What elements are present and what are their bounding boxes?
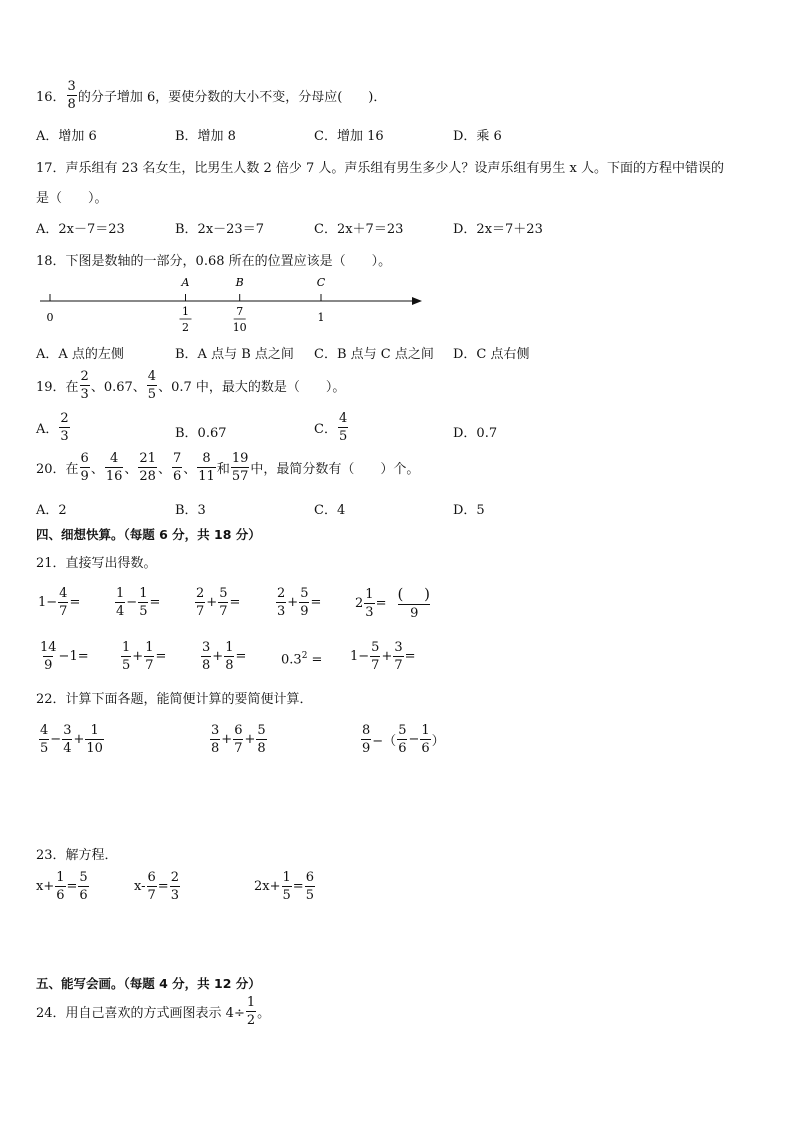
option-d[interactable]: D．乘 6 <box>453 129 502 144</box>
fraction: $\frac{6}{9}$ <box>80 451 89 484</box>
question-23: 23．解方程． <box>36 848 118 863</box>
question-24: 24．用自己喜欢的方式画图表示 4÷ $\frac{1}{2}$ 。 <box>36 995 271 1028</box>
question-text: 中，最简分数有（ ）个。 <box>250 462 420 477</box>
tick-label: 1 <box>317 311 325 324</box>
expression: 1− $\frac{5}{7}$ + $\frac{3}{7}$ = <box>350 640 416 673</box>
option-d[interactable]: D．C 点右侧 <box>453 347 530 362</box>
section-heading: 五、能写会画。（每题 4 分，共 12 分） <box>36 976 261 991</box>
option-a[interactable]: A．增加 6 <box>36 129 97 144</box>
tick-label: 10 <box>232 321 247 334</box>
equation: x- $\frac{6}{7}$ = $\frac{2}{3}$ <box>134 870 179 903</box>
option-b[interactable]: B．0.67 <box>175 426 227 441</box>
question-text: 19．在 <box>36 380 79 395</box>
question-17-line2: 是（ ）。 <box>36 191 108 206</box>
option-d[interactable]: D．5 <box>453 503 485 518</box>
tick-label: 7 <box>236 305 244 318</box>
expression: $\frac{4}{5}$ − $\frac{3}{4}$ + $\frac{1}{10}$ <box>40 723 103 756</box>
fraction: $\frac{7}{6}$ <box>172 451 182 484</box>
question-text: 24．用自己喜欢的方式画图表示 4÷ <box>36 1006 245 1021</box>
option-b[interactable]: B．增加 8 <box>175 129 236 144</box>
expression: $0.3^2$ = <box>281 651 323 668</box>
option-d[interactable]: D．2x＝7＋23 <box>453 222 543 237</box>
tick-label: 0 <box>46 311 54 324</box>
fraction: $\frac{4}{16}$ <box>105 451 123 484</box>
fraction: $\frac{8}{11}$ <box>198 451 215 484</box>
expression: $\frac{1}{5}$ + $\frac{1}{7}$ = <box>122 640 167 673</box>
point-label: A <box>181 276 190 289</box>
equation: 2x+ $\frac{1}{5}$ = $\frac{6}{5}$ <box>254 870 314 903</box>
expression: $\frac{2}{7}$ + $\frac{5}{7}$ = <box>196 586 241 619</box>
fraction: $\frac{19}{57}$ <box>231 451 249 484</box>
answer-blank[interactable]: ( ) <box>397 585 438 603</box>
expression: $\frac{1}{4}$ − $\frac{1}{5}$ = <box>116 586 161 619</box>
option-a[interactable]: A． $\frac{2}{3}$ <box>36 411 69 444</box>
option-a[interactable]: A．2x－7＝23 <box>36 222 125 237</box>
equation: x+ $\frac{1}{6}$ = $\frac{5}{6}$ <box>36 870 88 903</box>
option-c[interactable]: C．增加 16 <box>314 129 384 144</box>
question-17-line1: 17．声乐组有 23 名女生，比男生人数 2 倍少 7 人。声乐组有男生多少人？设声乐组有男生 x 人。下面的方程中错误的 <box>36 161 725 176</box>
fraction: $\frac{4}{5}$ <box>147 369 157 402</box>
fraction: $\frac{21}{28}$ <box>139 451 156 484</box>
option-c[interactable]: C． $\frac{4}{5}$ <box>314 411 348 444</box>
fraction: $\frac{1}{2}$ <box>246 995 256 1028</box>
expression: $\frac{3}{8}$ + $\frac{1}{8}$ = <box>202 640 247 673</box>
expression: $\frac{2}{3}$ + $\frac{5}{9}$ = <box>277 586 322 619</box>
option-a[interactable]: A．2 <box>36 503 67 518</box>
expression: $\frac{8}{9}$ −（ $\frac{5}{6}$ − $\frac{1}{6}$ ） <box>362 723 445 756</box>
option-b[interactable]: B．A 点与 B 点之间 <box>175 347 294 362</box>
question-text: 、0.67、 <box>90 380 146 395</box>
option-c[interactable]: C．2x＋7＝23 <box>314 222 404 237</box>
tick-label: 1 <box>182 305 189 318</box>
option-a[interactable]: A．A 点的左侧 <box>36 347 124 362</box>
expression: 1− $\frac{4}{7}$ = <box>38 586 81 619</box>
option-b[interactable]: B．3 <box>175 503 206 518</box>
option-b[interactable]: B．2x－23＝7 <box>175 222 264 237</box>
question-20: 20．在 $\frac{6}{9}$ 、 $\frac{4}{16}$ 、 $\frac{21}{28}$ 、 $\frac{7}{6}$ 、 $\frac{8}{11}$ 和 $\frac{19}{57}$ 中，最简分数有（ ）个。 <box>36 451 420 484</box>
fraction: $\frac{3}{8}$ <box>67 79 76 112</box>
question-21: 21．直接写出得数。 <box>36 556 157 571</box>
fraction: $\frac{4}{5}$ <box>338 411 348 444</box>
expression: $\frac{3}{8}$ + $\frac{6}{7}$ + $\frac{5}{8}$ <box>211 723 266 756</box>
question-text: 、0.7 中，最大的数是（ ）。 <box>158 380 346 395</box>
tick-label: 2 <box>182 321 189 334</box>
expression: 2 $\frac{1}{3}$ = $\frac{( )}{9}$ <box>355 585 438 621</box>
number-line-arrow <box>412 297 422 305</box>
option-d[interactable]: D．0.7 <box>453 426 498 441</box>
point-label: B <box>235 276 244 289</box>
question-text: 的分子增加 6，要使分数的大小不变，分母应( )． <box>77 90 387 105</box>
question-19 <box>36 370 345 401</box>
point-label: C <box>316 276 326 289</box>
option-c[interactable]: C．4 <box>314 503 346 518</box>
question-number: 16． <box>36 90 66 105</box>
section-heading: 四、细想快算。（每题 6 分，共 18 分） <box>36 527 261 542</box>
question-18: 18．下图是数轴的一部分，0.68 所在的位置应该是（ ）。 <box>36 254 392 269</box>
option-c[interactable]: C．B 点与 C 点之间 <box>314 347 434 362</box>
question-16 <box>36 80 386 111</box>
fraction: $\frac{2}{3}$ <box>80 369 89 402</box>
expression: $\frac{14}{9}$ −1= <box>40 640 89 673</box>
number-line <box>36 272 436 338</box>
fraction: $\frac{2}{3}$ <box>60 411 69 444</box>
question-text: 20．在 <box>36 462 79 477</box>
question-22: 22．计算下面各题，能简便计算的要简便计算． <box>36 692 313 707</box>
